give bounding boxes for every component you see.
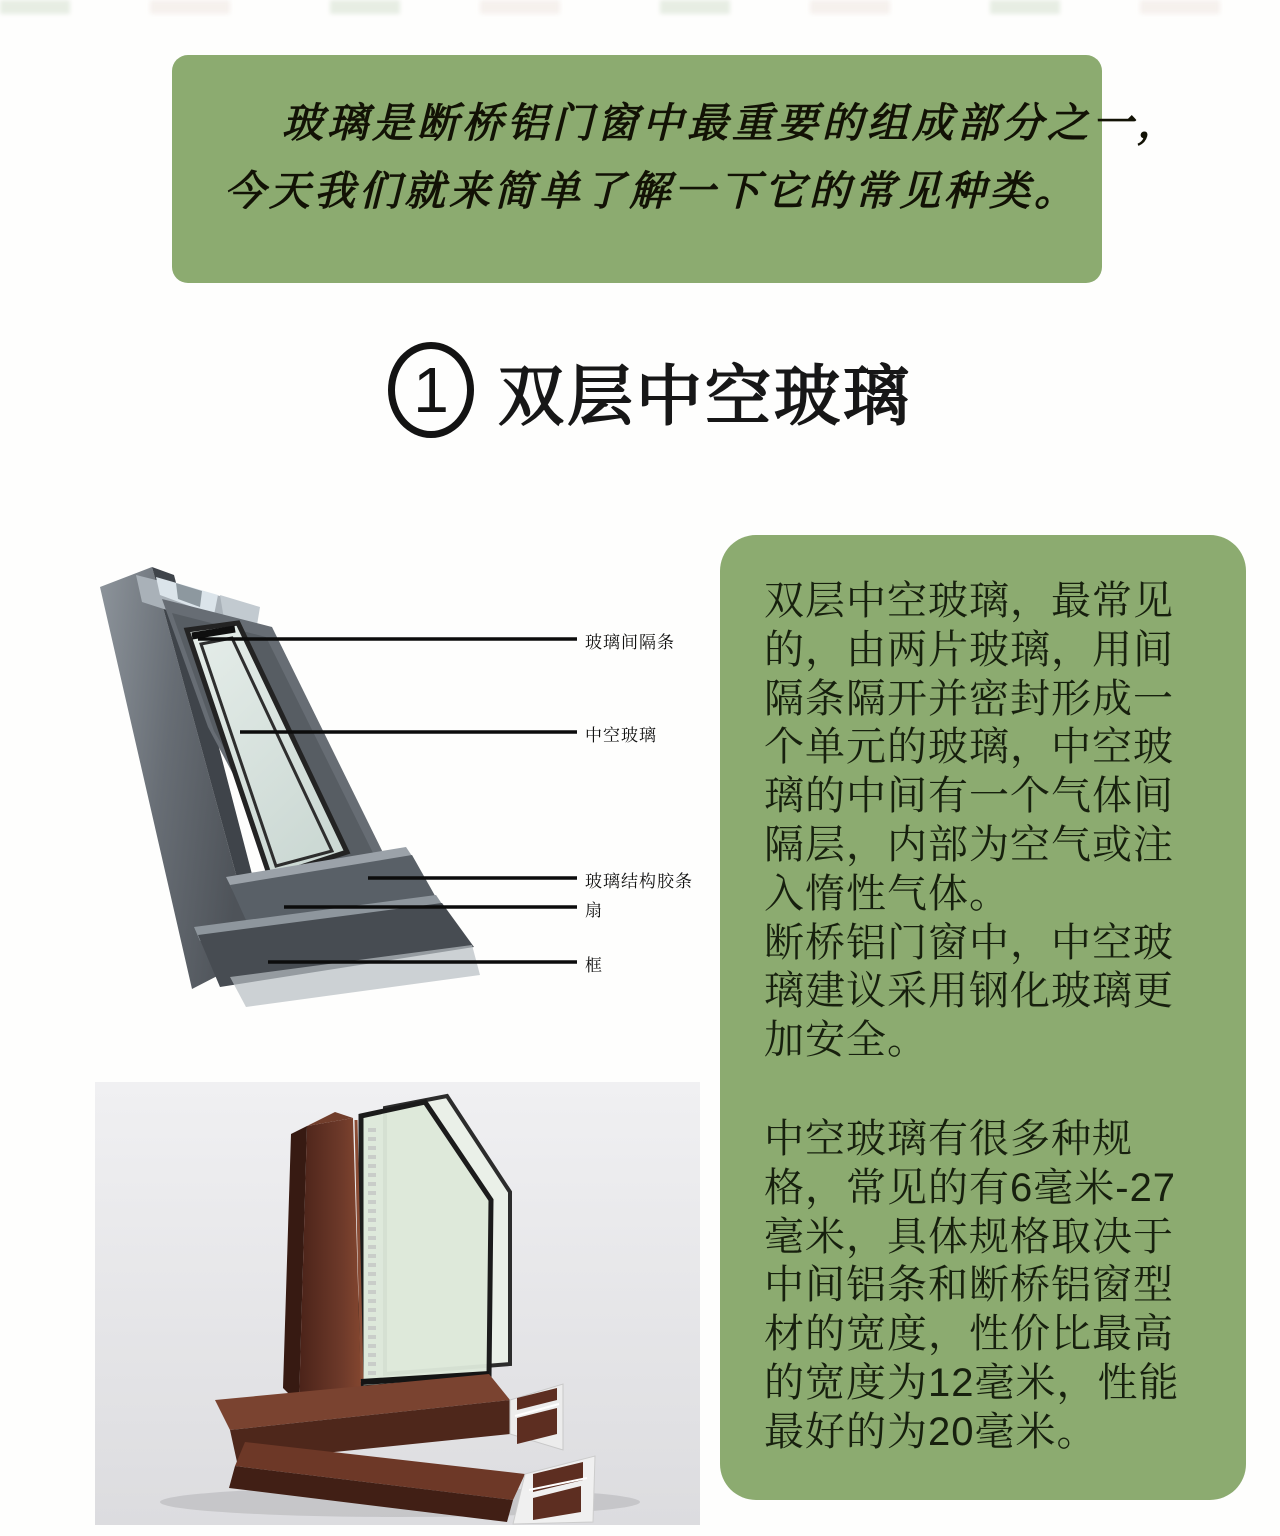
section-title: 双层中空玻璃 [498, 358, 912, 433]
glass-unit-render-icon [80, 555, 720, 1015]
label-structural-sealant: 玻璃结构胶条 [585, 872, 693, 891]
label-sash: 扇 [585, 901, 603, 920]
section-number-badge [388, 342, 474, 438]
description-box [720, 535, 1246, 1500]
intro-banner [172, 55, 1182, 283]
section-heading [388, 342, 912, 438]
label-glass-spacer: 玻璃间隔条 [585, 633, 675, 652]
description-paragraph-3: 中空玻璃有很多种规格，常见的有6毫米-27毫米，具体规格取决于中间铝条和断桥铝窗型材的宽度，性价比最高的宽度为12毫米，性能最好的为20毫米。 [764, 1116, 1180, 1454]
section-number: 1 [413, 354, 449, 426]
label-insulated-glass: 中空玻璃 [585, 726, 657, 745]
cropped-banner-remnant [0, 0, 1280, 14]
label-frame: 框 [585, 956, 603, 975]
glass-unit-diagram [80, 555, 720, 1015]
description-paragraph-2: 断桥铝门窗中，中空玻璃建议采用钢化玻璃更加安全。 [764, 920, 1174, 1063]
description-paragraph-1: 双层中空玻璃，最常见的，由两片玻璃，用间隔条隔开并密封形成一个单元的玻璃，中空玻璃的中间有一个气体间隔层，内部为空气或注入惰性气体。 [764, 579, 1174, 916]
intro-line-2: 今天我们就来简单了解一下它的常见种类。 [224, 167, 1079, 216]
window-corner-photo [95, 1082, 700, 1525]
intro-line-1: 玻璃是断桥铝门窗中最重要的组成部分之一， [282, 99, 1182, 147]
window-corner-render-icon [95, 1082, 700, 1525]
